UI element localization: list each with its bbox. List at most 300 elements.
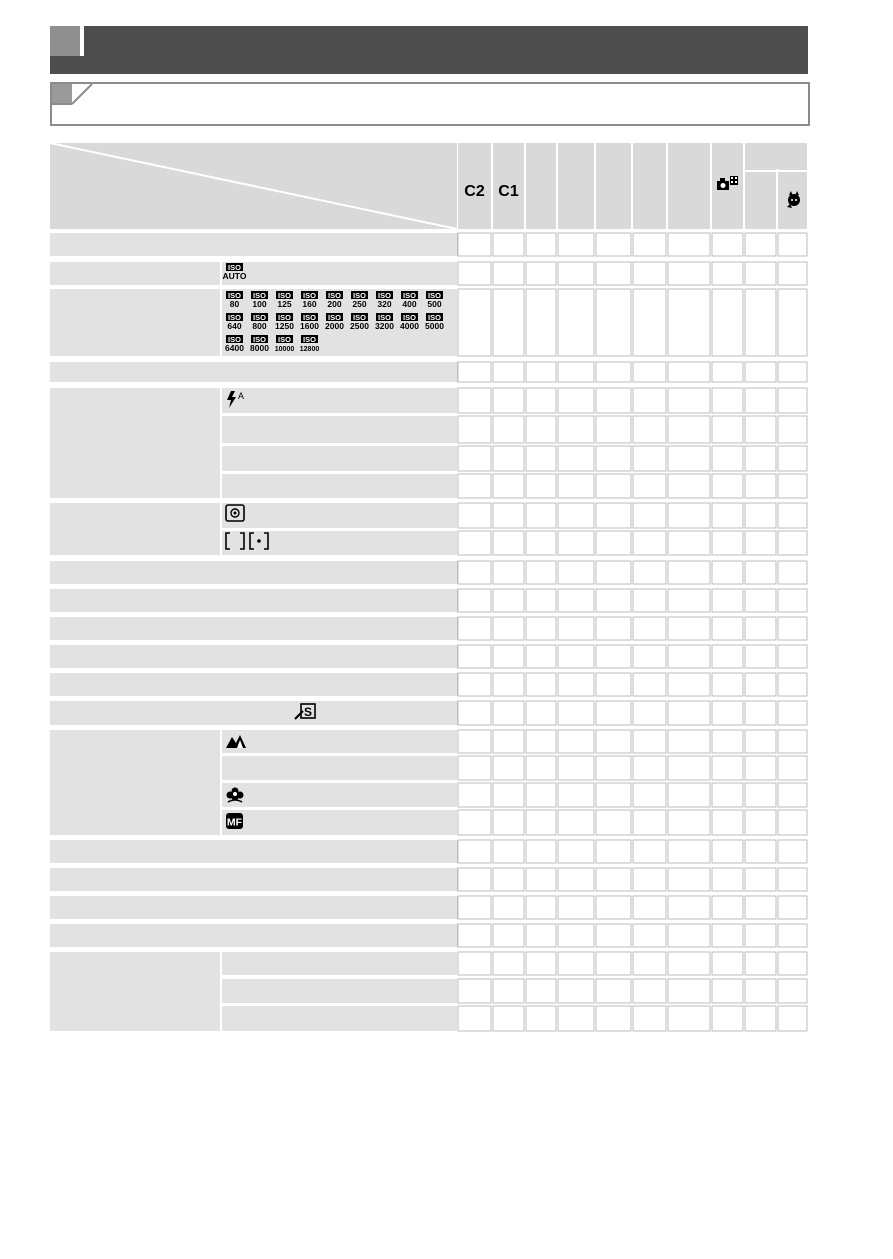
table-cell: [458, 952, 491, 975]
table-cell: [596, 756, 631, 780]
table-cell: [596, 589, 631, 612]
row-group-label: [50, 289, 220, 356]
table-subrow: [222, 756, 457, 780]
table-cell: [633, 979, 666, 1003]
table-cell: [712, 645, 743, 668]
table-cell: [778, 952, 807, 975]
table-grid: [50, 143, 810, 1036]
svg-text:2500: 2500: [350, 321, 369, 331]
svg-text:1600: 1600: [300, 321, 319, 331]
svg-text:8000: 8000: [250, 343, 269, 353]
table-cell: [558, 840, 594, 863]
table-cell: [778, 289, 807, 356]
table-cell: [558, 783, 594, 807]
svg-text:ISO: ISO: [303, 335, 316, 344]
table-cell: [745, 701, 776, 725]
table-cell: [745, 531, 776, 555]
table-cell: [526, 289, 556, 356]
table-row: [50, 896, 457, 919]
table-subrow: [222, 416, 457, 443]
table-cell: [712, 783, 743, 807]
svg-text:200: 200: [327, 299, 342, 309]
header-cell-m5: [668, 143, 710, 229]
table-subrow: [222, 810, 457, 835]
header-label-c1: C1: [498, 183, 519, 200]
table-cell: [778, 868, 807, 891]
table-cell: [596, 362, 631, 382]
table-cell: [526, 701, 556, 725]
table-cell: [668, 233, 710, 256]
table-cell: [458, 561, 491, 584]
table-cell: [712, 756, 743, 780]
svg-text:ISO: ISO: [378, 313, 391, 322]
table-cell: [526, 810, 556, 835]
table-cell: [596, 416, 631, 443]
table-cell: [493, 561, 524, 584]
table-cell: [745, 362, 776, 382]
table-cell: [712, 896, 743, 919]
iso-250-icon: [351, 291, 368, 309]
table-cell: [778, 503, 807, 528]
table-subrow: [222, 446, 457, 471]
svg-text:ISO: ISO: [253, 335, 266, 344]
table-cell: [668, 362, 710, 382]
section-header-bar: [50, 26, 808, 74]
svg-text:ISO: ISO: [403, 291, 416, 300]
table-cell: [633, 840, 666, 863]
table-cell: [745, 446, 776, 471]
svg-text:800: 800: [252, 321, 267, 331]
table-cell: [558, 446, 594, 471]
table-cell: [668, 589, 710, 612]
table-cell: [633, 924, 666, 947]
table-cell: [596, 561, 631, 584]
table-cell: [712, 589, 743, 612]
table-cell: [745, 645, 776, 668]
iso-800-icon: [251, 313, 268, 331]
table-cell: [633, 589, 666, 612]
table-cell: [526, 673, 556, 696]
table-cell: [668, 840, 710, 863]
table-cell: [633, 645, 666, 668]
table-cell: [745, 561, 776, 584]
table-cell: [526, 840, 556, 863]
row-group-label: [50, 952, 220, 1031]
table-cell: [493, 979, 524, 1003]
table-cell: [526, 730, 556, 753]
table-cell: [526, 503, 556, 528]
table-cell: [493, 589, 524, 612]
table-cell: [493, 474, 524, 498]
table-cell: [526, 617, 556, 640]
table-cell: [778, 896, 807, 919]
table-cell: [668, 446, 710, 471]
iso-200-icon: [326, 291, 343, 309]
table-cell: [458, 756, 491, 780]
table-cell: [668, 783, 710, 807]
header-cell-m2: [558, 143, 594, 229]
table-cell: [558, 474, 594, 498]
svg-text:ISO: ISO: [228, 263, 241, 272]
table-row: [50, 233, 457, 256]
table-cell: [493, 896, 524, 919]
table-cell: [633, 730, 666, 753]
iso-4000-icon: [400, 313, 419, 331]
iso-5000-icon: [425, 313, 444, 331]
table-cell: [458, 783, 491, 807]
table-cell: [558, 701, 594, 725]
table-cell: [558, 952, 594, 975]
table-row: [50, 362, 457, 382]
iso-6400-icon: [225, 335, 244, 353]
table-cell: [712, 730, 743, 753]
table-cell: [558, 896, 594, 919]
iso-3200-icon: [375, 313, 394, 331]
table-cell: [745, 730, 776, 753]
table-cell: [558, 617, 594, 640]
iso-100-icon: [251, 291, 268, 309]
table-cell: [526, 1006, 556, 1031]
table-cell: [712, 673, 743, 696]
table-cell: [712, 289, 743, 356]
table-cell: [778, 730, 807, 753]
table-cell: [712, 262, 743, 285]
table-subrow: [222, 730, 457, 753]
table-cell: [668, 730, 710, 753]
svg-text:400: 400: [402, 299, 417, 309]
table-cell: [745, 783, 776, 807]
table-cell: [493, 840, 524, 863]
manual-focus-icon: [226, 813, 243, 829]
table-cell: [712, 233, 743, 256]
table-cell: [668, 924, 710, 947]
table-cell: [458, 868, 491, 891]
svg-text:S: S: [303, 705, 313, 719]
svg-text:250: 250: [352, 299, 367, 309]
table-cell: [745, 1006, 776, 1031]
table-cell: [596, 645, 631, 668]
table-cell: [596, 531, 631, 555]
table-cell: [458, 979, 491, 1003]
iso-400-icon: [401, 291, 418, 309]
table-cell: [493, 810, 524, 835]
table-cell: [778, 446, 807, 471]
table-cell: [745, 924, 776, 947]
svg-text:1250: 1250: [275, 321, 294, 331]
svg-text:500: 500: [427, 299, 442, 309]
table-cell: [778, 388, 807, 413]
table-cell: [596, 783, 631, 807]
table-cell: [493, 924, 524, 947]
table-cell: [526, 979, 556, 1003]
table-cell: [778, 617, 807, 640]
table-cell: [668, 1006, 710, 1031]
flash-auto-sup: A: [238, 391, 245, 401]
table-cell: [633, 673, 666, 696]
table-cell: [668, 701, 710, 725]
table-cell: [633, 783, 666, 807]
table-cell: [458, 446, 491, 471]
table-cell: [633, 233, 666, 256]
table-cell: [712, 617, 743, 640]
table-row: [50, 701, 457, 725]
table-cell: [558, 730, 594, 753]
table-cell: [712, 531, 743, 555]
svg-text:320: 320: [377, 299, 392, 309]
table-cell: [558, 589, 594, 612]
table-cell: [458, 617, 491, 640]
table-cell: [745, 262, 776, 285]
table-cell: [558, 1006, 594, 1031]
table-subrow: [222, 474, 457, 498]
svg-text:2000: 2000: [325, 321, 344, 331]
table-cell: [458, 531, 491, 555]
table-cell: [745, 868, 776, 891]
svg-text:80: 80: [229, 299, 240, 309]
table-cell: [458, 388, 491, 413]
table-cell: [712, 561, 743, 584]
table-cell: [668, 262, 710, 285]
table-cell: [558, 645, 594, 668]
table-cell: [712, 416, 743, 443]
table-subrow: [222, 952, 457, 975]
table-cell: [558, 673, 594, 696]
table-subrow: [222, 783, 457, 807]
svg-text:ISO: ISO: [328, 291, 341, 300]
table-cell: [778, 262, 807, 285]
table-cell: [745, 673, 776, 696]
table-cell: [558, 756, 594, 780]
table-cell: [778, 810, 807, 835]
table-cell: [633, 561, 666, 584]
table-cell: [778, 362, 807, 382]
svg-text:ISO: ISO: [228, 291, 241, 300]
table-cell: [558, 979, 594, 1003]
svg-text:ISO: ISO: [328, 313, 341, 322]
header-cell-m4: [633, 143, 666, 229]
table-cell: [526, 868, 556, 891]
iso-1600-icon: [300, 313, 319, 331]
header-cell-m1: [526, 143, 556, 229]
svg-text:ISO: ISO: [378, 291, 391, 300]
table-row: [50, 645, 457, 668]
table-cell: [633, 474, 666, 498]
table-cell: [596, 810, 631, 835]
iso-2500-icon: [350, 313, 369, 331]
svg-text:ISO: ISO: [228, 313, 241, 322]
table-cell: [558, 233, 594, 256]
table-cell: [745, 589, 776, 612]
svg-text:ISO: ISO: [253, 313, 266, 322]
table-cell: [596, 289, 631, 356]
table-cell: [633, 416, 666, 443]
table-cell: [668, 645, 710, 668]
table-cell: [526, 896, 556, 919]
table-cell: [493, 756, 524, 780]
table-cell: [596, 896, 631, 919]
table-cell: [493, 262, 524, 285]
table-cell: [493, 233, 524, 256]
table-cell: [745, 896, 776, 919]
table-cell: [458, 673, 491, 696]
svg-text:640: 640: [227, 321, 242, 331]
table-row: [50, 617, 457, 640]
subsection-header-bar: [50, 82, 810, 126]
svg-text:100: 100: [252, 299, 267, 309]
table-cell: [778, 979, 807, 1003]
table-cell: [745, 416, 776, 443]
table-cell: [596, 730, 631, 753]
header-square-icon: [50, 26, 80, 56]
table-cell: [596, 840, 631, 863]
table-cell: [493, 1006, 524, 1031]
table-cell: [526, 233, 556, 256]
table-cell: [558, 810, 594, 835]
table-cell: [526, 416, 556, 443]
svg-text:MF: MF: [226, 816, 243, 829]
table-cell: [596, 701, 631, 725]
table-subrow: [222, 262, 457, 285]
table-cell: [745, 289, 776, 356]
table-cell: [596, 262, 631, 285]
table-subrow: [222, 503, 457, 528]
svg-text:4000: 4000: [400, 321, 419, 331]
iso-320-icon: [376, 291, 393, 309]
table-cell: [668, 979, 710, 1003]
table-cell: [493, 416, 524, 443]
svg-text:6400: 6400: [225, 343, 244, 353]
table-cell: [712, 446, 743, 471]
header-cell-m3: [596, 143, 631, 229]
row-group-label: [50, 388, 220, 498]
table-cell: [778, 701, 807, 725]
table-cell: [668, 673, 710, 696]
table-cell: [493, 446, 524, 471]
table-cell: [668, 896, 710, 919]
table-cell: [778, 645, 807, 668]
table-cell: [745, 952, 776, 975]
table-cell: [633, 701, 666, 725]
table-cell: [745, 474, 776, 498]
table-cell: [493, 868, 524, 891]
table-cell: [668, 503, 710, 528]
table-cell: [558, 531, 594, 555]
svg-text:ISO: ISO: [278, 335, 291, 344]
table-cell: [526, 756, 556, 780]
table-row: [50, 673, 457, 696]
table-cell: [633, 262, 666, 285]
header-label-c2: C2: [464, 183, 485, 200]
svg-text:ISO: ISO: [353, 313, 366, 322]
table-cell: [558, 868, 594, 891]
table-cell: [745, 979, 776, 1003]
table-cell: [712, 1006, 743, 1031]
row-group-label: [50, 262, 220, 285]
table-cell: [596, 446, 631, 471]
svg-text:10000: 10000: [274, 346, 295, 353]
table-cell: [458, 474, 491, 498]
table-cell: [526, 783, 556, 807]
table-cell: [526, 531, 556, 555]
table-cell: [493, 362, 524, 382]
table-cell: [596, 233, 631, 256]
table-cell: [712, 362, 743, 382]
table-cell: [633, 617, 666, 640]
table-cell: [712, 868, 743, 891]
svg-text:12800: 12800: [299, 346, 320, 353]
svg-text:ISO: ISO: [403, 313, 416, 322]
header-group-cell: [745, 143, 807, 169]
table-cell: [745, 810, 776, 835]
table-cell: [526, 952, 556, 975]
table-cell: [778, 783, 807, 807]
table-cell: [633, 1006, 666, 1031]
table-cell: [668, 756, 710, 780]
table-cell: [668, 561, 710, 584]
svg-text:ISO: ISO: [278, 313, 291, 322]
table-cell: [526, 474, 556, 498]
table-cell: [458, 730, 491, 753]
table-cell: [596, 388, 631, 413]
table-cell: [778, 233, 807, 256]
table-cell: [633, 756, 666, 780]
table-cell: [526, 645, 556, 668]
svg-text:ISO: ISO: [303, 313, 316, 322]
svg-text:3200: 3200: [375, 321, 394, 331]
table-cell: [668, 617, 710, 640]
table-cell: [558, 503, 594, 528]
table-cell: [526, 589, 556, 612]
svg-text:ISO: ISO: [228, 335, 241, 344]
table-cell: [668, 474, 710, 498]
table-cell: [778, 416, 807, 443]
table-cell: [596, 979, 631, 1003]
table-row: [50, 561, 457, 584]
table-cell: [712, 810, 743, 835]
table-cell: [458, 503, 491, 528]
table-cell: [493, 730, 524, 753]
table-cell: [458, 840, 491, 863]
table-cell: [633, 810, 666, 835]
iso-125-icon: [276, 291, 293, 309]
table-cell: [493, 388, 524, 413]
table-cell: [458, 810, 491, 835]
table-cell: [493, 289, 524, 356]
row-group-label: [50, 503, 220, 555]
table-cell: [712, 503, 743, 528]
table-cell: [458, 289, 491, 356]
table-cell: [596, 673, 631, 696]
iso-8000-icon: [250, 335, 269, 353]
table-cell: [745, 617, 776, 640]
table-cell: [596, 924, 631, 947]
table-cell: [745, 503, 776, 528]
table-cell: [668, 416, 710, 443]
table-cell: [712, 701, 743, 725]
table-row: [50, 840, 457, 863]
svg-text:ISO: ISO: [428, 313, 441, 322]
table-cell: [633, 503, 666, 528]
table-cell: [633, 446, 666, 471]
table-cell: [745, 756, 776, 780]
table-cell: [558, 924, 594, 947]
table-cell: [778, 840, 807, 863]
table-cell: [668, 868, 710, 891]
table-cell: [526, 561, 556, 584]
table-cell: [558, 262, 594, 285]
table-cell: [633, 388, 666, 413]
svg-text:ISO: ISO: [428, 291, 441, 300]
